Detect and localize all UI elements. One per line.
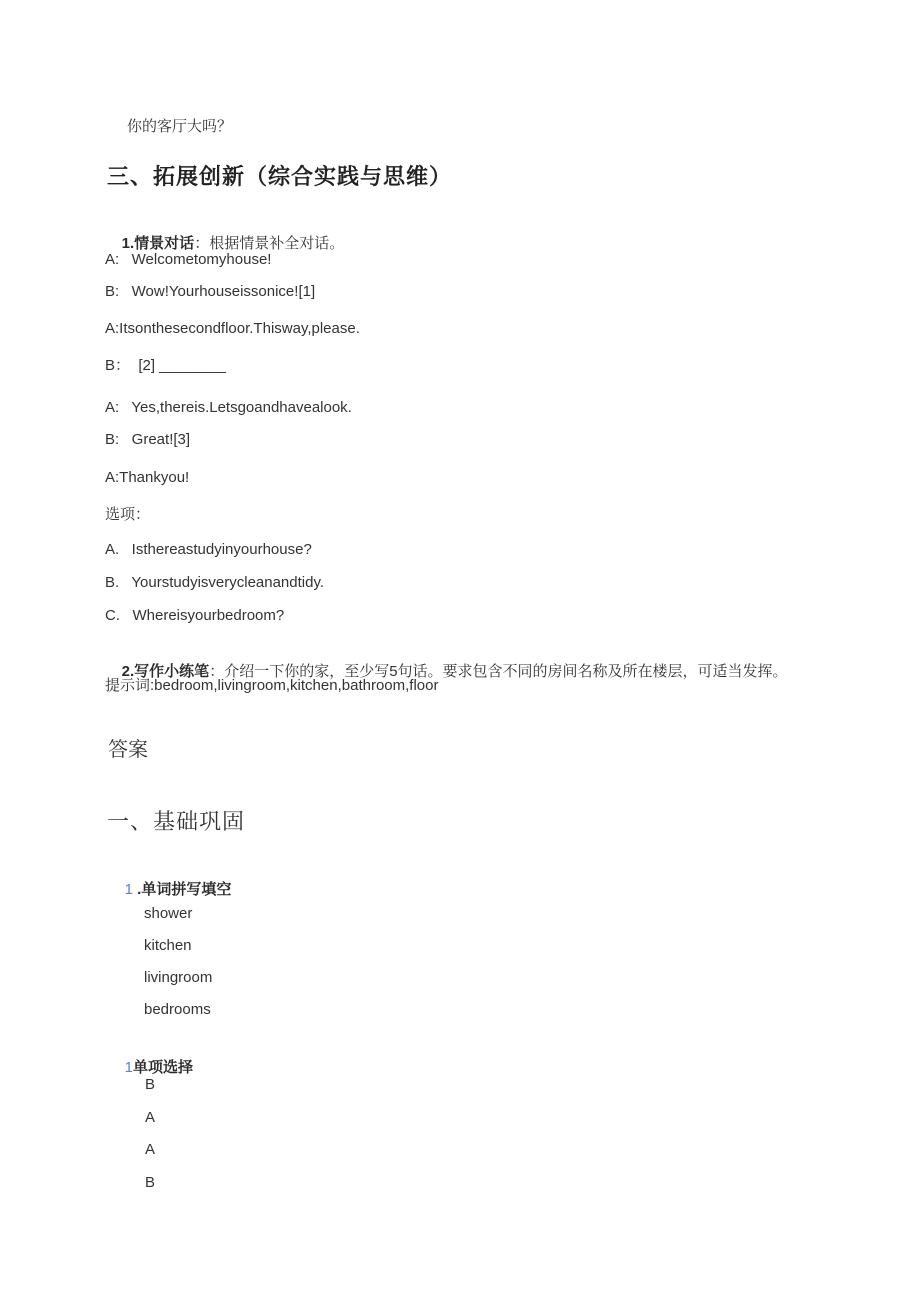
answer-letter: A	[145, 1109, 156, 1126]
task-dialogue-label: 1.情景对话	[121, 235, 195, 252]
answer-word: kitchen	[144, 937, 192, 954]
dialogue-line: A:Itsonthesecondfloor.Thisway,please.	[105, 320, 360, 337]
hint-words: 提示词:bedroom,livingroom,kitchen,bathroom,floor	[105, 677, 439, 694]
dialogue-line: A:Thankyou!	[105, 469, 190, 486]
dialogue-line: B: Wow!Yourhouseissonice![1]	[105, 283, 316, 300]
task-writing-label: 2.写作小练笔	[121, 663, 210, 680]
answer-word: shower	[144, 905, 193, 922]
answer-word: livingroom	[144, 969, 213, 986]
answer-word: bedrooms	[144, 1001, 211, 1018]
dialogue-line-blank: B： [2] ________	[105, 357, 226, 374]
dialogue-line: B: Great![3]	[105, 431, 191, 448]
dialogue-line: A: Welcometomyhouse!	[105, 251, 272, 268]
option-item: C. Whereisyourbedroom?	[105, 607, 285, 624]
dialogue-line: A: Yes,thereis.Letsgoandhavealook.	[105, 399, 352, 416]
answer-choice-number: 1	[124, 1059, 134, 1076]
option-item: B. Yourstudyisverycleanandtidy.	[105, 574, 325, 591]
section-three-heading: 三、拓展创新（综合实践与思维）	[107, 164, 453, 189]
answer-letter: A	[145, 1141, 156, 1158]
task-dialogue-desc: ：根据情景补全对话。	[194, 235, 345, 252]
option-item: A. Isthereastudyinyourhouse?	[105, 541, 312, 558]
answers-heading: 答案	[108, 739, 148, 761]
answers-section-one-heading: 一、基础巩固	[107, 809, 246, 834]
lead-question: 你的客厅大吗？	[127, 118, 233, 135]
options-label: 选项：	[105, 506, 151, 523]
answer-letter: B	[145, 1076, 156, 1093]
answer-spelling-label: .单词拼写填空	[133, 881, 232, 898]
answer-letter: B	[145, 1174, 156, 1191]
task-writing-desc: ：介绍一下你的家，至少写5句话。要求包含不同的房间名称及所在楼层，可适当发挥。	[209, 663, 788, 680]
answer-spelling-number: 1	[124, 881, 134, 898]
answer-choice-label: 单项选择	[133, 1059, 194, 1076]
